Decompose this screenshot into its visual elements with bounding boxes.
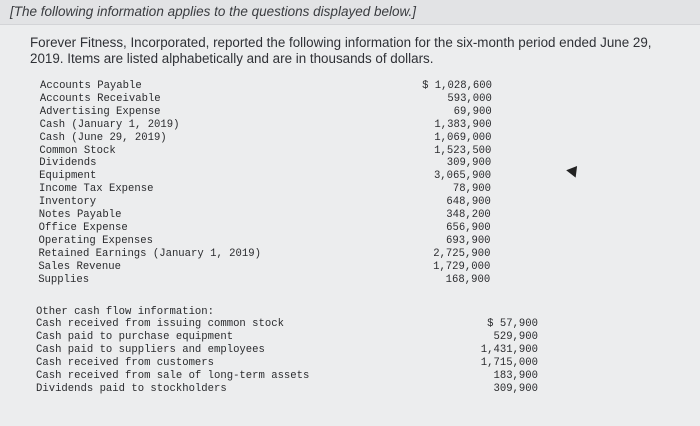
account-label: Notes Payable <box>38 209 122 221</box>
cash-flow-value: 1,431,900 <box>480 343 538 356</box>
header-note-bar <box>0 0 700 25</box>
account-value: 2,725,900 <box>433 247 491 260</box>
account-label: Common Stock <box>39 144 116 157</box>
account-row <box>40 119 500 132</box>
account-row <box>39 235 499 248</box>
account-row <box>40 106 500 119</box>
header-note-text: [The following information applies to the questions displayed below.] <box>10 4 416 19</box>
account-value: 1,069,000 <box>434 131 492 144</box>
cash-flow-label: Cash paid to purchase equipment <box>36 330 234 343</box>
account-label: Sales Revenue <box>38 260 121 273</box>
account-value: 309,900 <box>446 157 492 170</box>
account-row <box>40 80 500 93</box>
account-row <box>40 132 500 145</box>
account-label: Accounts Payable <box>40 80 142 92</box>
account-value: 168,900 <box>445 273 491 286</box>
account-label: Dividends <box>39 157 97 170</box>
account-row <box>39 209 499 222</box>
account-value: 693,900 <box>446 234 491 247</box>
account-label: Retained Earnings (January 1, 2019) <box>38 247 261 260</box>
account-label: Advertising Expense <box>39 105 161 118</box>
account-value: 1,729,000 <box>433 260 491 273</box>
account-row <box>39 222 499 235</box>
account-value: 348,200 <box>446 209 491 221</box>
cash-flow-heading: Other cash flow information: <box>36 306 215 318</box>
account-value: $ 1,028,600 <box>422 80 492 92</box>
account-value: 3,065,900 <box>433 170 492 183</box>
cash-flow-label: Cash received from customers <box>36 356 215 369</box>
cash-flow-value: 529,900 <box>493 330 538 343</box>
account-value: 78,900 <box>452 183 492 196</box>
cash-flow-label: Cash paid to suppliers and employees <box>36 343 265 356</box>
account-row <box>39 196 499 209</box>
mouse-pointer-icon <box>566 162 582 177</box>
account-value: 1,523,500 <box>434 144 492 157</box>
cash-flow-row <box>36 370 544 383</box>
account-row <box>39 170 499 183</box>
account-row <box>38 274 498 287</box>
account-value: 648,900 <box>446 196 491 209</box>
cash-flow-value: 1,715,000 <box>480 356 538 369</box>
cash-flow-value: 309,900 <box>493 382 538 395</box>
account-row <box>39 145 499 158</box>
account-value: 656,900 <box>446 221 491 234</box>
cash-flow-row <box>36 331 544 344</box>
account-label: Equipment <box>39 170 97 183</box>
account-label: Office Expense <box>38 221 128 234</box>
cash-flow-value: $ 57,900 <box>487 318 538 330</box>
account-row <box>38 261 498 274</box>
account-label: Income Tax Expense <box>39 183 154 196</box>
account-row <box>39 183 499 196</box>
cash-flow-label: Cash received from sale of long-term assets <box>36 369 310 382</box>
cash-flow-row <box>36 383 544 396</box>
intro-paragraph: Forever Fitness, Incorporated, reported the following information for the six-month period ended June 29, 2019. Items are listed alphabetically and are in thousands of dollars. <box>30 35 652 66</box>
account-label: Operating Expenses <box>38 234 153 247</box>
cash-flow-row <box>36 344 544 357</box>
account-label: Accounts Receivable <box>39 92 161 105</box>
account-label: Supplies <box>38 273 90 286</box>
account-row <box>38 248 498 261</box>
cash-flow-value: 183,900 <box>493 369 538 382</box>
account-row <box>40 93 500 106</box>
account-value: 1,383,900 <box>434 118 492 131</box>
account-value: 69,900 <box>453 105 492 118</box>
account-value: 593,000 <box>447 92 492 105</box>
account-label: Cash (June 29, 2019) <box>39 131 167 144</box>
cash-flow-label: Dividends paid to stockholders <box>36 382 227 395</box>
account-label: Inventory <box>38 196 97 209</box>
cash-flow-label: Cash received from issuing common stock <box>36 318 284 330</box>
cash-flow-row <box>36 318 544 331</box>
account-row <box>39 157 499 170</box>
account-label: Cash (January 1, 2019) <box>39 118 180 131</box>
cash-flow-row <box>36 357 544 370</box>
